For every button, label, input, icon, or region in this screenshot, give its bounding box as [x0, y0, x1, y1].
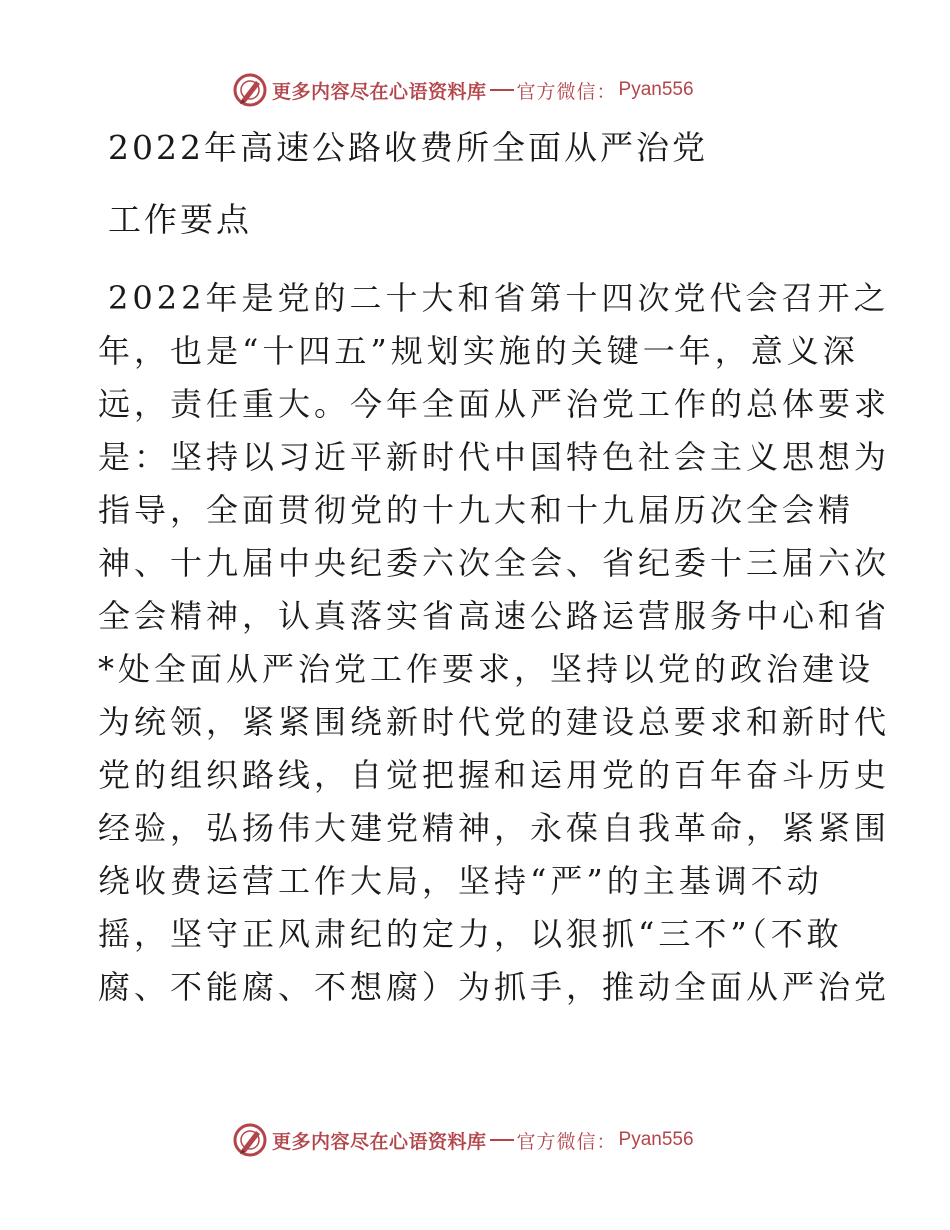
document-title-line-1: 2022年高速公路收费所全面从严治党 [108, 128, 708, 167]
body-line: 腐、不能腐、不想腐）为抓手，推动全面从严治党 [98, 968, 891, 1006]
body-line: 党的组织路线，自觉把握和运用党的百年奋斗历史 [98, 756, 891, 794]
document-title-line-2: 工作要点 [108, 200, 252, 239]
watermark-banner-bottom [232, 1120, 694, 1160]
pen-logo-icon [232, 72, 268, 108]
body-line: 绕收费运营工作大局，坚持“严”的主基调不动 [98, 862, 823, 900]
body-line: 年，也是“十四五”规划实施的关键一年，意义深 [98, 332, 859, 370]
body-line: 2022年是党的二十大和省第十四次党代会召开之 [108, 279, 890, 317]
watermark-official-label: 官方微信： [516, 1130, 617, 1153]
watermark-separator [490, 89, 514, 91]
watermark-banner-top [232, 70, 694, 110]
watermark-main-text: 更多内容尽在心语资料库 [272, 80, 487, 103]
body-line: 远，责任重大。今年全面从严治党工作的总体要求 [98, 385, 891, 423]
document-body [98, 272, 891, 1014]
body-line: 全会精神，认真落实省高速公路运营服务中心和省 [98, 597, 891, 635]
watermark-wechat-id: Pyan556 [618, 79, 694, 100]
body-line: 是：坚持以习近平新时代中国特色社会主义思想为 [98, 438, 891, 476]
watermark-main-text: 更多内容尽在心语资料库 [272, 1130, 487, 1153]
watermark-separator [490, 1139, 514, 1141]
body-line: 经验，弘扬伟大建党精神，永葆自我革命，紧紧围 [98, 809, 891, 847]
watermark-official-label: 官方微信： [516, 80, 617, 103]
body-line: 神、十九届中央纪委六次全会、省纪委十三届六次 [98, 544, 891, 582]
body-line: *处全面从严治党工作要求，坚持以党的政治建设 [98, 650, 875, 688]
body-line: 指导，全面贯彻党的十九大和十九届历次全会精 [98, 491, 855, 529]
pen-logo-icon [232, 1122, 268, 1158]
body-line: 为统领，紧紧围绕新时代党的建设总要求和新时代 [98, 703, 891, 741]
watermark-wechat-id: Pyan556 [618, 1129, 694, 1150]
body-line: 摇，坚守正风肃纪的定力，以狠抓“三不”（不敢 [98, 915, 843, 953]
